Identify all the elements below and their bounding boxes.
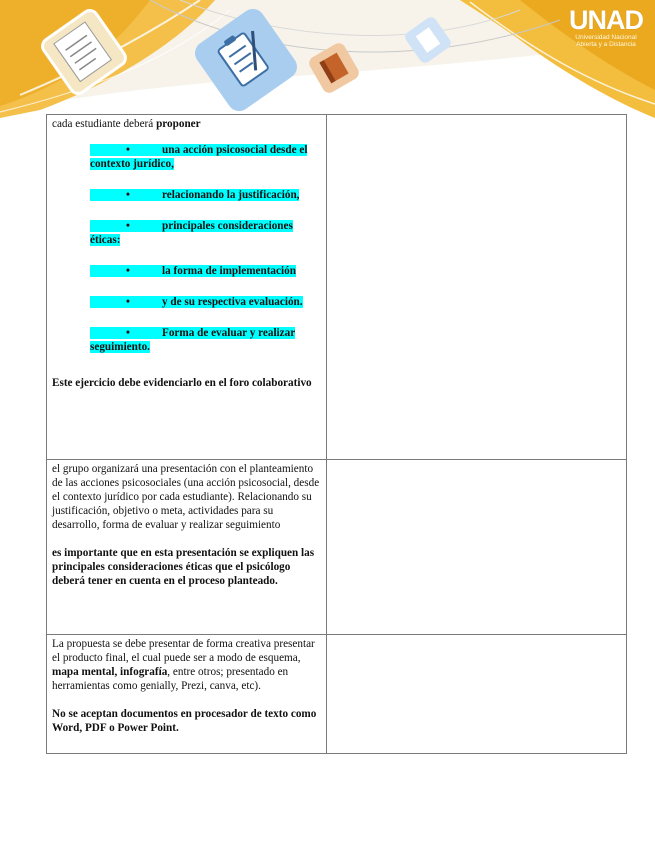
bullet-dot: •: [126, 220, 130, 232]
banner-graphic: [0, 0, 655, 118]
bullet-text: Forma de evaluar y realizar seguimiento.: [90, 327, 295, 353]
bullet-text: y de su respectiva evaluación.: [162, 296, 303, 308]
table-row: [47, 460, 627, 635]
format-paragraph: [52, 637, 321, 693]
list-item: [90, 264, 321, 278]
table-cell-right: [327, 460, 627, 635]
bullet-text: principales consideraciones éticas:: [90, 220, 293, 246]
instructions-table: [46, 114, 627, 754]
list-item: [90, 295, 321, 309]
presentation-paragraph: el grupo organizará una presentación con el planteamiento de las acciones psicosociales (una acción psicosocial, desde el contexto jurídico por cada estudiante). Relacionando su justificación, objetivo o meta, actividades para su desarrollo, forma de evaluar y realizar seguimiento: [52, 463, 320, 531]
table-cell-left: [47, 460, 327, 635]
not-accepted-text: No se aceptan documentos en procesador de texto como Word, PDF o Power Point.: [52, 708, 317, 734]
logo-subtitle-line2: Abierta y a Distancia: [576, 41, 636, 48]
table-cell-right: [327, 635, 627, 754]
ethics-note-text: es importante que en esta presentación se expliquen las principales consideraciones éticas que el psicólogo deberá tener en cuenta en el proceso planteado.: [52, 547, 315, 587]
list-item: [90, 188, 321, 202]
bullet-text: relacionando la justificación,: [162, 189, 300, 201]
format-text-start: La propuesta se debe presentar de forma creativa presentar el producto final, el cual puede ser a modo de esquema,: [52, 638, 315, 664]
list-item: [90, 143, 321, 171]
bullet-text: la forma de implementación: [162, 265, 296, 277]
table-cell-left: [47, 635, 327, 754]
bullet-dot: •: [126, 144, 130, 156]
header-banner: [0, 0, 655, 118]
bullet-dot: •: [126, 189, 130, 201]
bullet-dot: •: [126, 296, 130, 308]
table-row: [47, 115, 627, 460]
bullet-text: una acción psicosocial desde el contexto jurídico,: [90, 144, 308, 170]
intro-paragraph: [52, 117, 321, 131]
forum-note: Este ejercicio debe evidenciarlo en el foro colaborativo: [52, 377, 312, 389]
logo-text: UNAD: [569, 5, 643, 35]
bullet-dot: •: [126, 327, 130, 339]
not-accepted-note: [52, 707, 321, 735]
table-cell-left: [47, 115, 327, 460]
format-text-bold: mapa mental, infografía: [52, 666, 168, 678]
bullet-dot: •: [126, 265, 130, 277]
list-item: [90, 219, 321, 247]
bullet-list: [52, 143, 321, 354]
intro-bold: proponer: [156, 118, 201, 130]
table-row: [47, 635, 627, 754]
logo-subtitle-line1: Universidad Nacional: [575, 34, 637, 41]
list-item: [90, 326, 321, 354]
table-cell-right: [327, 115, 627, 460]
format-text-end: , entre otros; presentado en herramientas como genially, Prezi, canva, etc).: [52, 666, 289, 692]
ethics-note: [52, 546, 321, 588]
intro-text: cada estudiante deberá: [52, 118, 154, 130]
unad-logo: [565, 6, 647, 48]
